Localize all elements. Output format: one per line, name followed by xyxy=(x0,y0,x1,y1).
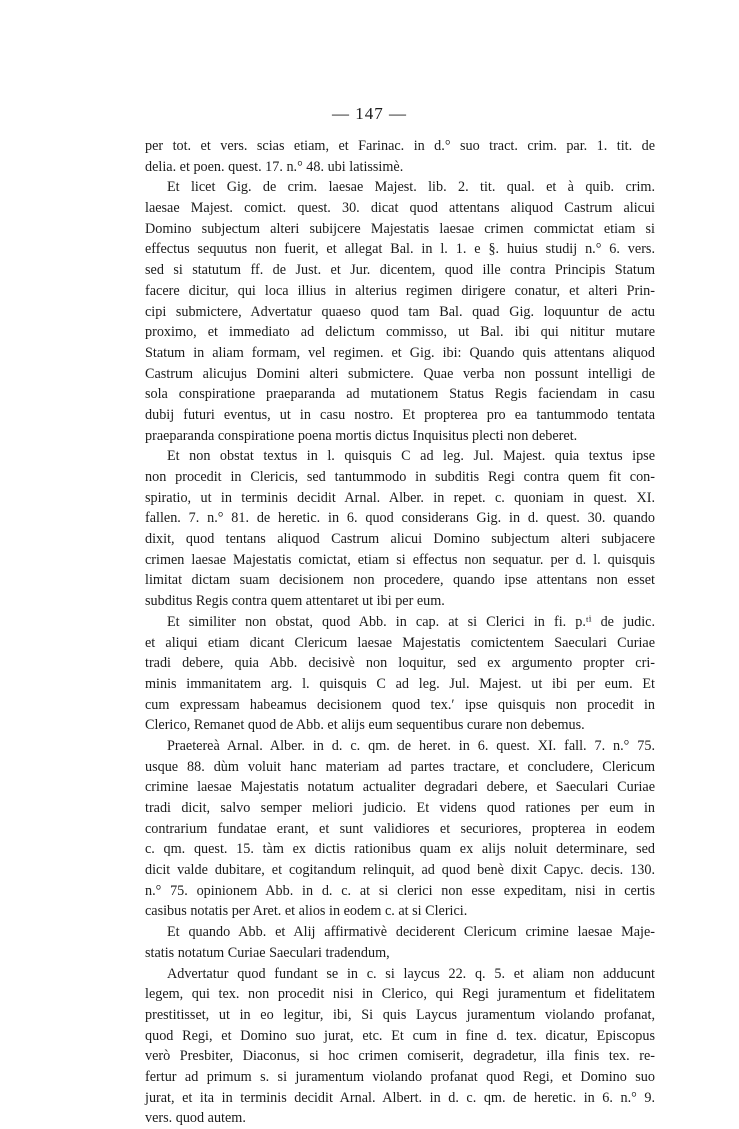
text-line: n.° 75. opinionem Abb. in d. c. at si clerici non esse expeditam, nisi in certis xyxy=(145,881,655,902)
text-line: spiratio, ut in terminis decidit Arnal. Alber. in repet. c. quoniam in quest. XI. xyxy=(145,488,655,509)
text-line: Domino subjectum alteri subijcere Majestatis laesae crimen commictat etiam si xyxy=(145,219,655,240)
text-line: proximo, et immediato ad delictum commisso, ut Bal. ibi qui nititur mutare xyxy=(145,322,655,343)
text-line: dicit valde dubitare, et cogitandum relinquit, ad quod benè dixit Capyc. decis. 130. xyxy=(145,860,655,881)
text-line: contrarium fundatae erant, et sunt validiores et securiores, propterea in eodem xyxy=(145,819,655,840)
text-line: delia. et poen. quest. 17. n.° 48. ubi latissimè. xyxy=(145,157,655,178)
paragraph xyxy=(145,177,655,446)
text-line: sed si statutum ff. de Just. et Jur. dicentem, quod ille contra Principis Statum xyxy=(145,260,655,281)
text-line: Castrum alicujus Domini alteri submictere. Quae verba non possunt intelligi de xyxy=(145,364,655,385)
text-line: Advertatur quod fundant se in c. si laycus 22. q. 5. et aliam non adducunt xyxy=(145,964,655,985)
text-line: jurat, et ita in terminis decidit Arnal. Albert. in d. c. qm. de heretic. in 6. n.° 9. xyxy=(145,1088,655,1109)
text-line: laesae Majest. comict. quest. 30. dicat quod attentans aliquod Castrum alicui xyxy=(145,198,655,219)
text-line: fertur ad primum s. si juramentum violando profanat quod Regi, et Domino suo xyxy=(145,1067,655,1088)
text-line: effectus sequutus non fuerit, et allegat Bal. in l. 1. e §. huius studij n.° 6. vers. xyxy=(145,239,655,260)
text-line: cipi submictere, Advertatur quaeso quod tam Bal. quad Gig. loquuntur de actu xyxy=(145,302,655,323)
text-line: non procedit in Clericis, sed tantummodo in subditis Regi contra quem fit con- xyxy=(145,467,655,488)
text-line: legem, qui tex. non procedit nisi in Clerico, qui Regi juramentum et fidelitatem xyxy=(145,984,655,1005)
text-line: verò Presbiter, Diaconus, si hoc crimen comiserit, degradetur, illa finis tex. re- xyxy=(145,1046,655,1067)
text-line: statis notatum Curiae Saeculari tradendum, xyxy=(145,943,655,964)
paragraph xyxy=(145,922,655,963)
text-line: c. qm. quest. 15. tàm ex dictis rationibus quam ex alijs noluit determinare, sed xyxy=(145,839,655,860)
text-line: Et non obstat textus in l. quisquis C ad leg. Jul. Majest. quia textus ipse xyxy=(145,446,655,467)
text-line: tradi dicit, salvo semper meliori judicio. Et videns quod rationes per eum in xyxy=(145,798,655,819)
text-line: facere dicitur, qui loca illius in alterius regimen dirigere conatur, et alteri Prin- xyxy=(145,281,655,302)
text-line: minis immanitatem arg. l. quisquis C ad leg. Jul. Majest. ut ibi per eum. Et xyxy=(145,674,655,695)
text-line: per tot. et vers. scias etiam, et Farinac. in d.° suo tract. crim. par. 1. tit. de xyxy=(145,136,655,157)
text-line: tradi debere, quia Abb. decisivè non loquitur, sed ex argumento propter cri- xyxy=(145,653,655,674)
text-line: sola conspiratione praeparanda ad mutationem Status Regis faciendam in casu xyxy=(145,384,655,405)
paragraph xyxy=(145,612,655,736)
text-line: Praetereà Arnal. Alber. in d. c. qm. de heret. in 6. quest. XI. fall. 7. n.° 75. xyxy=(145,736,655,757)
paragraph xyxy=(145,736,655,922)
text-line: Et quando Abb. et Alij affirmativè deciderent Clericum crimine laesae Maje- xyxy=(145,922,655,943)
text-line: et aliqui etiam dicant Clericum laesae Majestatis comictentem Saeculari Curiae xyxy=(145,633,655,654)
text-line: Et similiter non obstat, quod Abb. in cap. at si Clerici in fi. p.ᵗⁱ de judic. xyxy=(145,612,655,633)
paragraph xyxy=(145,964,655,1129)
text-line: quod Regi, et Domino suo jurat, etc. Et cum in fine d. tex. dicatur, Episcopus xyxy=(145,1026,655,1047)
text-line: crimen laesae Majestatis comictat, etiam si effectus non sequatur. per d. l. quisquis xyxy=(145,550,655,571)
text-line: Et licet Gig. de crim. laesae Majest. lib. 2. tit. qual. et à quib. crim. xyxy=(145,177,655,198)
paragraph xyxy=(145,446,655,612)
text-line: prestitisset, ut in eo legitur, ibi, Si quis Laycus juramentum violando profanat, xyxy=(145,1005,655,1026)
text-line: usque 88. dùm voluit hanc materiam ad partes tractare, et concludere, Clericum xyxy=(145,757,655,778)
text-line: limitat dictam suam decisionem non procedere, quando ipse attentans non esset xyxy=(145,570,655,591)
body-text xyxy=(145,136,655,1129)
text-line: Clerico, Remanet quod de Abb. et alijs eum sequentibus curare non debemus. xyxy=(145,715,655,736)
text-line: dubij futuri eventus, ut in casu nostro. Et propterea pro ea tantummodo tentata xyxy=(145,405,655,426)
text-line: vers. quod autem. xyxy=(145,1108,655,1129)
text-line: casibus notatis per Aret. et alios in eodem c. at si Clerici. xyxy=(145,901,655,922)
text-line: cum expressam habeamus decisionem quod tex.ʹ ipse quisquis non procedit in xyxy=(145,695,655,716)
paragraph xyxy=(145,136,655,177)
page-number: — 147 — xyxy=(0,104,739,124)
text-line: crimine laesae Majestatis notatum actualiter degradari debere, et Saeculari Curiae xyxy=(145,777,655,798)
text-line: praeparanda conspiratione poena mortis dictus Inquisitus plecti non deberet. xyxy=(145,426,655,447)
text-line: subditus Regis contra quem attentaret ut ibi per eum. xyxy=(145,591,655,612)
text-line: fallen. 7. n.° 81. de heretic. in 6. quod considerans Gig. in d. quest. 30. quando xyxy=(145,508,655,529)
text-line: Statum in aliam formam, vel regimen. et Gig. ibi: Quando quis attentans aliquod xyxy=(145,343,655,364)
text-line: dixit, quod tentans aliquod Castrum alicui Domino subjectum alteri subjacere xyxy=(145,529,655,550)
